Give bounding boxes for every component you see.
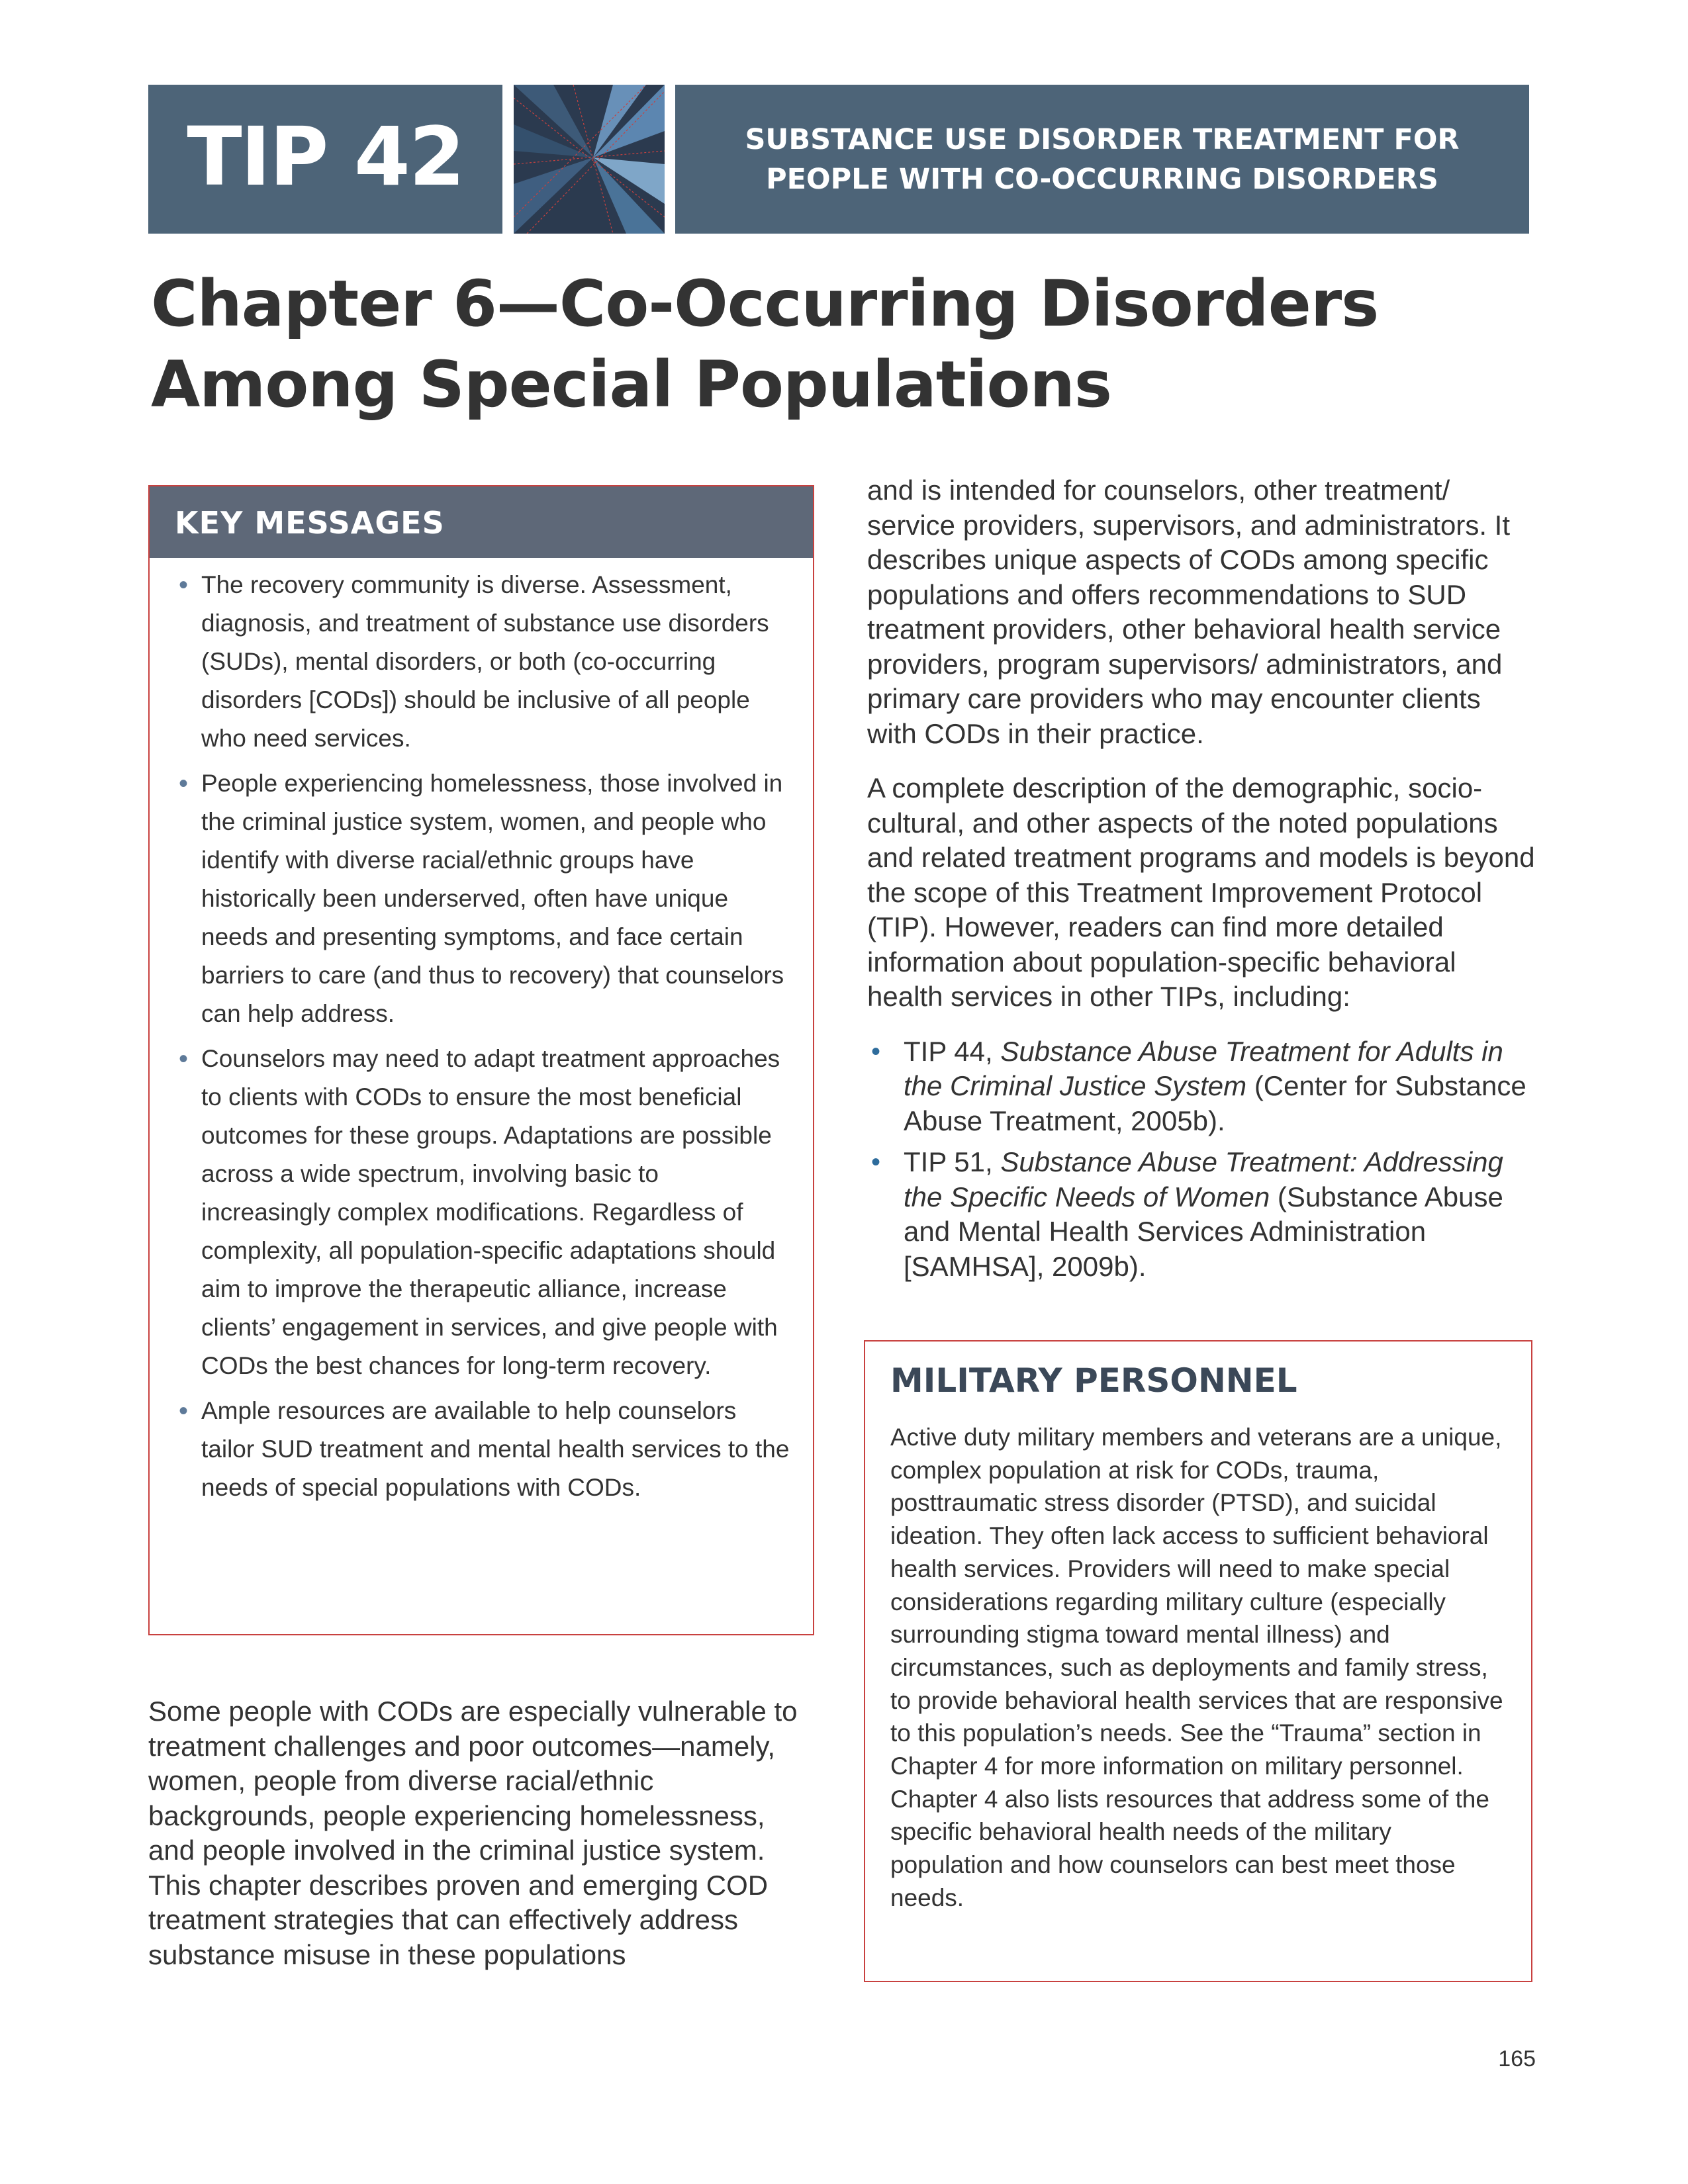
tip-number: TIP 42: [187, 110, 464, 204]
tip-number-banner: [148, 85, 502, 234]
key-messages-box: [148, 485, 814, 1635]
key-messages-list: [175, 566, 790, 1514]
bullet-icon: •: [179, 570, 189, 600]
bullet-icon: •: [179, 769, 189, 798]
military-text: Active duty military members and veterans are a unique, complex population at risk for CODs, trauma, posttraumatic stress disorder (PTSD), and suicidal ideation. They often lack access to sufficient behavioral health services. Providers will need to make special considerations regarding military culture (especially surrounding stigma toward mental illness) and circumstances, such as deployments and family stress, to provide behavioral health services that are responsive to this population’s needs. See the “Trauma” section in Chapter 4 for more information on military personnel. Chapter 4 also lists resources that address some of the specific behavioral health needs of the military population and how counselors can best meet those needs.: [890, 1424, 1503, 1911]
bullet-icon: •: [871, 1036, 881, 1066]
scope-paragraph: A complete description of the demographic, socio-cultural, and other aspects of the noted populations and related treatment programs and models is beyond the scope of this Treatment Improvement Protocol (TIP). However, readers can find more detailed information about population-specific behavioral health services in other TIPs, including:: [867, 772, 1535, 1012]
list-item: • TIP 51, Substance Abuse Treatment: Addressing the Specific Needs of Women (Substance Abuse and Mental Health Services Administration [SAMHSA], 2009b).: [871, 1146, 1503, 1282]
list-item: • TIP 44, Substance Abuse Treatment for Adults in the Criminal Justice System (Center for Substance Abuse Treatment, 2005b).: [871, 1035, 1526, 1136]
military-heading: MILITARY PERSONNEL: [890, 1361, 1297, 1400]
right-column: [867, 473, 1536, 1291]
tip-reference-list: [867, 1034, 1536, 1285]
continuation-paragraph: and is intended for counselors, other treatment/ service providers, supervisors, and administrators. It describes unique aspects of CODs among specific populations and offers recommendations to SUD treatment providers, other behavioral health service providers, program supervisors/ administrators, and primary care providers who may encounter clients with CODs in their practice.: [867, 475, 1511, 749]
series-title-banner: [675, 85, 1529, 234]
publication-title: Substance Abuse Treatment: Addressing the Specific Needs of Women: [904, 1146, 1503, 1212]
list-item: • Ample resources are available to help counselors tailor SUD treatment and mental health services to the needs of special populations with CODs.: [175, 1392, 790, 1507]
key-messages-header: [150, 486, 813, 558]
starburst-graphic: [514, 85, 665, 234]
list-item: • Counselors may need to adapt treatment approaches to clients with CODs to ensure the most beneficial outcomes for these groups. Adaptations are possible across a wide spectrum, involving basic to increasingly complex modifications. Regardless of complexity, all population-specific adaptations should aim to improve the therapeutic alliance, increase clients’ engagement in services, and give people with CODs the best chances for long-term recovery.: [175, 1040, 790, 1385]
key-messages-heading: KEY MESSAGES: [175, 505, 445, 541]
bullet-icon: •: [179, 1396, 189, 1426]
banner-decorative-graphic: [514, 85, 665, 234]
series-title: [745, 120, 1459, 199]
list-item: • People experiencing homelessness, those involved in the criminal justice system, women, and people who identify with diverse racial/ethnic groups have historically been underserved, often have unique needs and presenting symptoms, and face certain barriers to care (and thus to recovery) that counselors can help address.: [175, 764, 790, 1033]
military-personnel-box: [864, 1340, 1532, 1982]
bullet-icon: •: [179, 1044, 189, 1073]
bullet-icon: •: [871, 1148, 881, 1177]
publication-title: Substance Abuse Treatment for Adults in the Criminal Justice System: [904, 1035, 1503, 1101]
intro-paragraph: Some people with CODs are especially vulnerable to treatment challenges and poor outcomes—namely, women, people from diverse racial/ethnic backgrounds, people experiencing homelessness, and people involved in the criminal justice system. This chapter describes proven and emerging COD treatment strategies that can effectively address substance misuse in these populations: [148, 1696, 798, 1970]
series-title-line-2: PEOPLE WITH CO-OCCURRING DISORDERS: [766, 162, 1438, 196]
list-item: • The recovery community is diverse. Assessment, diagnosis, and treatment of substance use disorders (SUDs), mental disorders, or both (co-occurring disorders [CODs]) should be inclusive of all people who need services.: [175, 566, 790, 758]
chapter-title: Chapter 6—Co-Occurring Disorders Among Special Populations: [151, 267, 1379, 422]
page-number: 165: [1498, 2046, 1536, 2071]
series-title-line-1: SUBSTANCE USE DISORDER TREATMENT FOR: [745, 122, 1460, 156]
